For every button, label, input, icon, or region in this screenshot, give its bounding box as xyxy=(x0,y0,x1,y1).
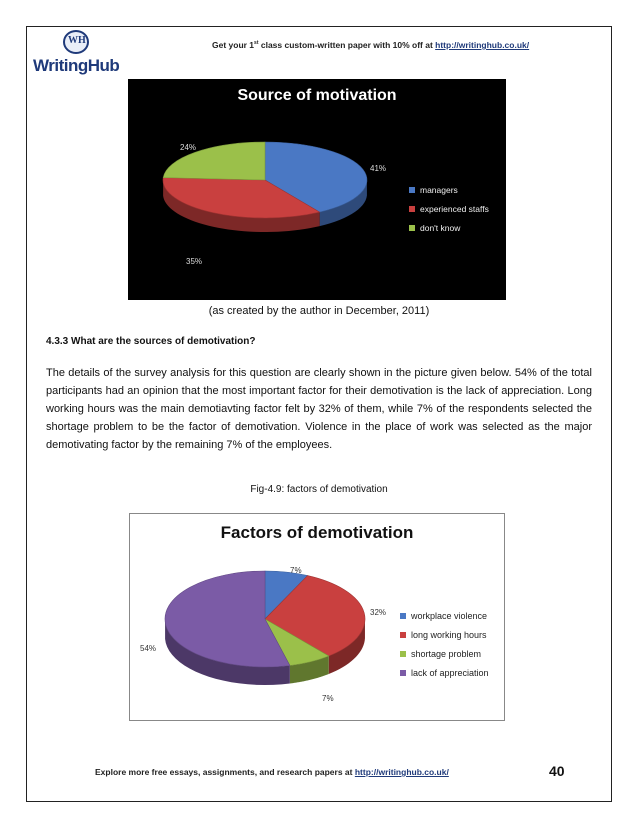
figure-caption: Fig-4.9: factors of demotivation xyxy=(250,484,388,495)
chart2-label-shortage: 7% xyxy=(322,694,334,703)
chart2-legend xyxy=(400,606,489,682)
legend-item: shortage problem xyxy=(400,644,489,663)
legend-item: managers xyxy=(409,180,489,199)
legend-swatch xyxy=(409,187,415,193)
chart2-label-violence: 7% xyxy=(290,566,302,575)
pie-slice-don-t-know xyxy=(163,142,265,180)
page-number: 40 xyxy=(549,763,565,779)
chart1-title: Source of motivation xyxy=(237,87,397,104)
legend-item: workplace violence xyxy=(400,606,489,625)
writinghub-logo[interactable] xyxy=(33,28,123,78)
chart2-title: Factors of demotivation xyxy=(220,523,414,542)
legend-swatch xyxy=(409,206,415,212)
legend-swatch xyxy=(409,225,415,231)
footer-ad-link[interactable]: http://writinghub.co.uk/ xyxy=(354,767,449,777)
legend-swatch xyxy=(400,670,406,676)
chart1-label-dontknow: 24% xyxy=(180,143,197,152)
source-of-motivation-chart xyxy=(128,79,506,300)
header-ad-link[interactable]: http://writinghub.co.uk/ xyxy=(435,40,530,50)
chart2-label-hours: 32% xyxy=(370,608,387,617)
legend-swatch xyxy=(400,651,406,657)
section-heading: 4.3.3 What are the sources of demotivation? xyxy=(46,336,256,347)
chart2-label-appreciation: 54% xyxy=(140,644,157,653)
legend-item: don't know xyxy=(409,218,489,237)
chart1-label-staffs: 35% xyxy=(186,257,203,266)
header-advert: Get your 1st class custom-written paper with 10% off at http://writinghub.co.uk/ xyxy=(212,40,530,50)
logo-emblem-icon: WH xyxy=(63,30,89,54)
chart1-label-managers: 41% xyxy=(370,164,387,173)
legend-swatch xyxy=(400,613,406,619)
legend-item: experienced staffs xyxy=(409,199,489,218)
logo-text: WritingHub xyxy=(33,56,120,75)
footer-advert: Explore more free essays, assignments, and research papers at http://writinghub.co.uk/ xyxy=(95,767,449,777)
factors-of-demotivation-chart xyxy=(129,513,505,721)
legend-swatch xyxy=(400,632,406,638)
chart1-caption: (as created by the author in December, 2011) xyxy=(208,305,430,317)
legend-item: lack of appreciation xyxy=(400,663,489,682)
legend-item: long working hours xyxy=(400,625,489,644)
chart1-legend xyxy=(409,180,489,237)
body-paragraph: The details of the survey analysis for this question are clearly shown in the picture given below. 54% of the total participants had an opinion that the most important factor for their demotivation is the lack of appreciation. Long working hours was the main demotiavting factor felt by 32% of them, while 7% of the respondents selected the shortage problem to be the factor of demotivation. Violence in the place of work was selected as the major demotivating factor by the remaining 7% of the employees. xyxy=(46,367,592,451)
